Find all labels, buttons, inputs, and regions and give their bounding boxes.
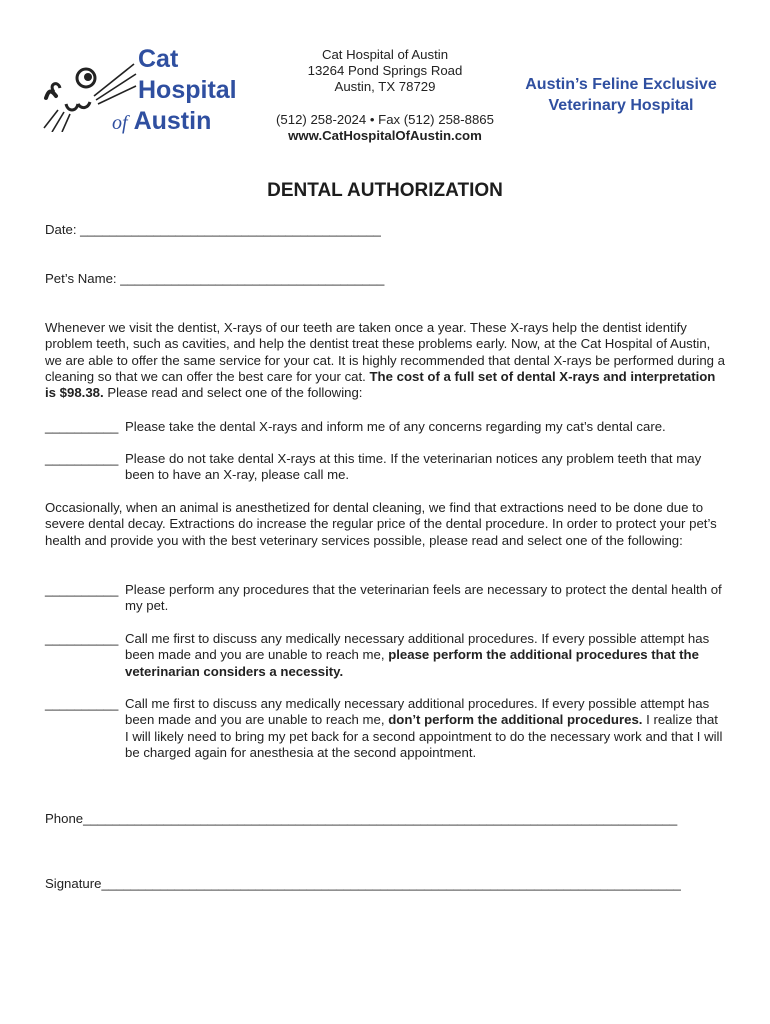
hospital-phone-fax: (512) 258-2024 • Fax (512) 258-8865	[276, 112, 494, 127]
tagline-line-1: Austin’s Feline Exclusive	[525, 76, 717, 93]
xray-intro-paragraph	[45, 320, 725, 401]
extraction-option-3-blank[interactable]: __________	[45, 696, 119, 711]
extraction-option-3-start: Call me first to discuss any medically necessary additional procedures. If every possible attempt has been made and you are unable to reach me,	[125, 696, 710, 728]
extraction-option-3-end: I realize that I will likely need to bring my pet back for a second appointment to do the necessary work and that I will be charged again for anesthesia at the second appointment.	[125, 712, 723, 760]
xray-option-2-blank[interactable]: __________	[45, 451, 119, 466]
xray-option-2-text: Please do not take dental X-rays at this time. If the veterinarian notices any problem teeth that may been to have an X-ray, please call me.	[125, 451, 702, 483]
xray-option-1[interactable]	[45, 419, 725, 435]
logo-wordmark	[112, 44, 237, 139]
extraction-option-3-bold: don’t perform the additional procedures.	[388, 712, 643, 728]
extraction-option-3[interactable]	[45, 696, 725, 760]
date-field[interactable]: Date: _________________________________________	[45, 222, 381, 237]
xray-option-2[interactable]	[45, 451, 725, 483]
logo-of: of	[112, 112, 128, 134]
pet-name-field[interactable]: Pet’s Name: ____________________________________	[45, 271, 385, 286]
extraction-option-2-bold: please perform the additional procedures that the veterinarian considers a necessity.	[125, 647, 699, 679]
extraction-option-2-blank[interactable]: __________	[45, 631, 119, 646]
phone-field[interactable]: Phone_________________________________________________________________________________	[45, 811, 678, 826]
cat-hospital-logo	[38, 44, 258, 144]
hospital-website: www.CatHospitalOfAustin.com	[288, 128, 482, 143]
hospital-city: Austin, TX 78729	[334, 79, 436, 94]
logo-line-cat: Cat	[138, 45, 179, 73]
extraction-option-2-start: Call me first to discuss any medically necessary additional procedures. If every possible attempt has been made and you are unable to reach me,	[125, 631, 710, 663]
xray-cost-text: The cost of a full set of dental X-rays and interpretation is $98.38.	[45, 368, 716, 401]
xray-option-1-blank[interactable]: __________	[45, 419, 119, 434]
hospital-tagline	[512, 74, 730, 116]
extraction-option-3-text	[125, 696, 725, 761]
extraction-option-2-text	[125, 631, 725, 680]
xray-intro-end: Please read and select one of the following:	[103, 385, 363, 401]
extraction-option-2[interactable]	[45, 631, 725, 679]
logo-line-austin: Austin	[133, 107, 212, 135]
hospital-name: Cat Hospital of Austin	[321, 47, 449, 62]
signature-field[interactable]: Signature_______________________________________________________________________________	[45, 876, 681, 891]
tagline-line-2: Veterinary Hospital	[548, 97, 694, 114]
extraction-option-1-text: Please perform any procedures that the veterinarian feels are necessary to protect the dental health of my pet.	[125, 582, 722, 614]
extraction-option-1[interactable]	[45, 582, 725, 614]
hospital-address	[262, 47, 508, 144]
form-title: DENTAL AUTHORIZATION	[267, 180, 503, 201]
extraction-intro-paragraph: Occasionally, when an animal is anesthetized for dental cleaning, we find that extractions need to be done due to severe dental decay. Extractions do increase the regular price of the dental procedure. In order to protect your pet’s health and provide you with the best veterinary services possible, please read and select one of the following:	[45, 500, 717, 548]
xray-intro-text: Whenever we visit the dentist, X-rays of our teeth are taken once a year. These X-rays help the dentist identify problem teeth, such as cavities, and help the dentist treat these problems early. Now, at the Cat Hospital of Austin, we are able to offer the same service for your cat. It is highly recommended that dental X-rays be performed during a cleaning so that we can offer the best care for your cat.	[45, 320, 725, 384]
xray-option-1-text: Please take the dental X-rays and inform me of any concerns regarding my cat’s dental care.	[125, 419, 666, 434]
logo-line-hospital: Hospital	[138, 76, 237, 104]
extraction-option-1-blank[interactable]: __________	[45, 582, 119, 597]
hospital-street: 13264 Pond Springs Road	[307, 63, 463, 78]
